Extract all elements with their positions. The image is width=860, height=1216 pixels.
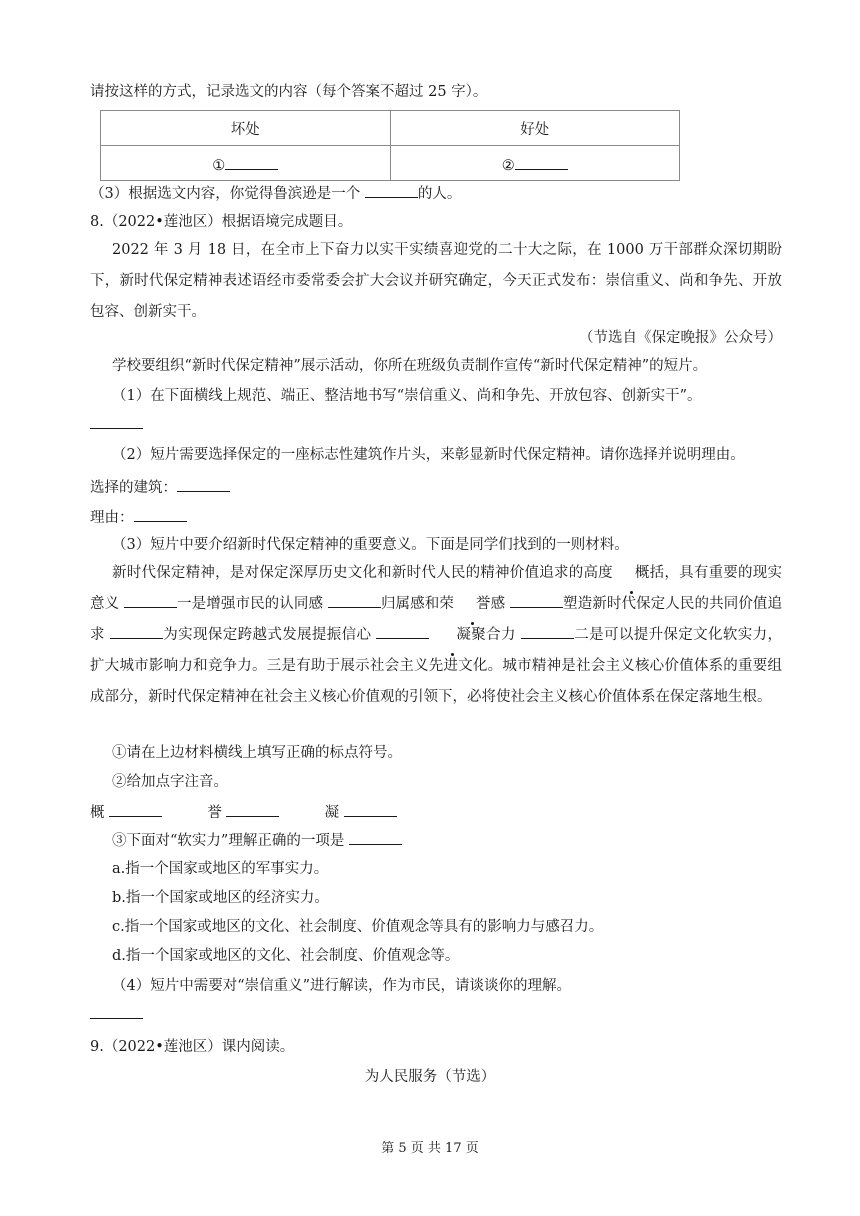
punct-blank-4[interactable]: [110, 622, 163, 639]
dotted-char-ning: 凝: [434, 620, 471, 651]
q8-3-sub3: ③下面对“软实力”理解正确的一项是: [90, 828, 782, 853]
q8-source: （节选自《保定晚报》公众号）: [579, 330, 782, 346]
page-footer: 第 5 页 共 17 页: [381, 1141, 479, 1156]
q8-task: 学校要组织“新时代保定精神”展示活动，你所在班级负责制作宣传“新时代保定精神”的短片。: [112, 358, 708, 374]
building-blank[interactable]: [177, 475, 230, 492]
answer-table: [100, 110, 680, 181]
table-header-good: 好处: [390, 111, 680, 146]
punct-blank-5[interactable]: [376, 622, 429, 639]
q8-heading: 8.（2022•莲池区）根据语境完成题目。: [90, 214, 353, 230]
q7-instruction: 请按这样的方式，记录选文的内容（每个答案不超过 25 字）。: [90, 84, 488, 100]
option-b: b.指一个国家或地区的经济实力。: [112, 890, 329, 906]
q8-1-blank[interactable]: [90, 412, 782, 437]
dotted-char-yu: 誉: [454, 589, 491, 620]
q8-3: （3）短片中要介绍新时代保定精神的重要意义。下面是同学们找到的一则材料。: [112, 537, 629, 553]
q8-passage: 2022 年 3 月 18 日，在全市上下奋力以实干实绩喜迎党的二十大之际，在 1000 万干部群众深切期盼下，新时代保定精神表述语经市委常委会扩大会议并研究确定，今天正式发布：崇信重义、尚和争先、开放包容、创新实干。: [90, 242, 782, 320]
pinyin-blank-gai[interactable]: [109, 800, 162, 817]
table-cell-bad[interactable]: ①: [101, 146, 391, 181]
punct-blank-2[interactable]: [328, 591, 381, 608]
dotted-char-gai: 概: [613, 558, 650, 589]
table-cell-good[interactable]: ②: [390, 146, 680, 181]
pinyin-row: 概 誉 凝: [90, 800, 782, 825]
q8-material: 新时代保定精神，是对保定深厚历史文化和新时代人民的精神价值追求的高度 概括，具有重要的现实意义 一是增强市民的认同感 归属感和荣 誉感 塑造新时代保定人民的共同价值追求 为实现保定跨越式发展提振信心 凝聚合力 二是可以提升保定文化软实力，扩大城市影响力和竞争力。三是有助于展示社会主义先进文化。城市精神是社会主义核心价值体系的重要组成部分，新时代保定精神在社会主义核心价值观的引领下，必将使社会主义核心价值体系在保定落地生根。: [90, 558, 782, 713]
punct-blank-1[interactable]: [124, 591, 177, 608]
q8-1: （1）在下面横线上规范、端正、整洁地书写“崇信重义、尚和争先、开放包容、创新实干”。: [112, 388, 702, 404]
q8-3-sub1: ①请在上边材料横线上填写正确的标点符号。: [112, 745, 402, 761]
q8-3-sub2: ②给加点字注音。: [112, 774, 228, 790]
q8-4: （4）短片中需要对“崇信重义”进行解读，作为市民，请谈谈你的理解。: [112, 978, 572, 994]
option-c: c.指一个国家或地区的文化、社会制度、价值观念等具有的影响力与感召力。: [112, 919, 604, 935]
option-a: a.指一个国家或地区的军事实力。: [112, 861, 329, 877]
choice-blank[interactable]: [349, 828, 402, 845]
q9-passage-title: 为人民服务（节选）: [364, 1069, 496, 1085]
q7-3: （3）根据选文内容，你觉得鲁滨逊是一个 的人。: [90, 181, 782, 206]
q8-4-blank[interactable]: [90, 1002, 782, 1027]
pinyin-blank-ning[interactable]: [344, 800, 397, 817]
q8-2-building: 选择的建筑：: [90, 475, 782, 500]
q8-2: （2）短片需要选择保定的一座标志性建筑作片头，来彰显新时代保定精神。请你选择并说明理由。: [112, 447, 745, 463]
reason-blank[interactable]: [134, 505, 187, 522]
punct-blank-6[interactable]: [521, 622, 574, 639]
punct-blank-3[interactable]: [510, 591, 563, 608]
q9-heading: 9.（2022•莲池区）课内阅读。: [90, 1039, 295, 1055]
option-d: d.指一个国家或地区的文化、社会制度、价值观念等。: [112, 948, 460, 964]
pinyin-blank-yu[interactable]: [226, 800, 279, 817]
q8-2-reason: 理由：: [90, 505, 782, 530]
table-header-bad: 坏处: [101, 111, 391, 146]
answer-blank[interactable]: [365, 181, 418, 198]
